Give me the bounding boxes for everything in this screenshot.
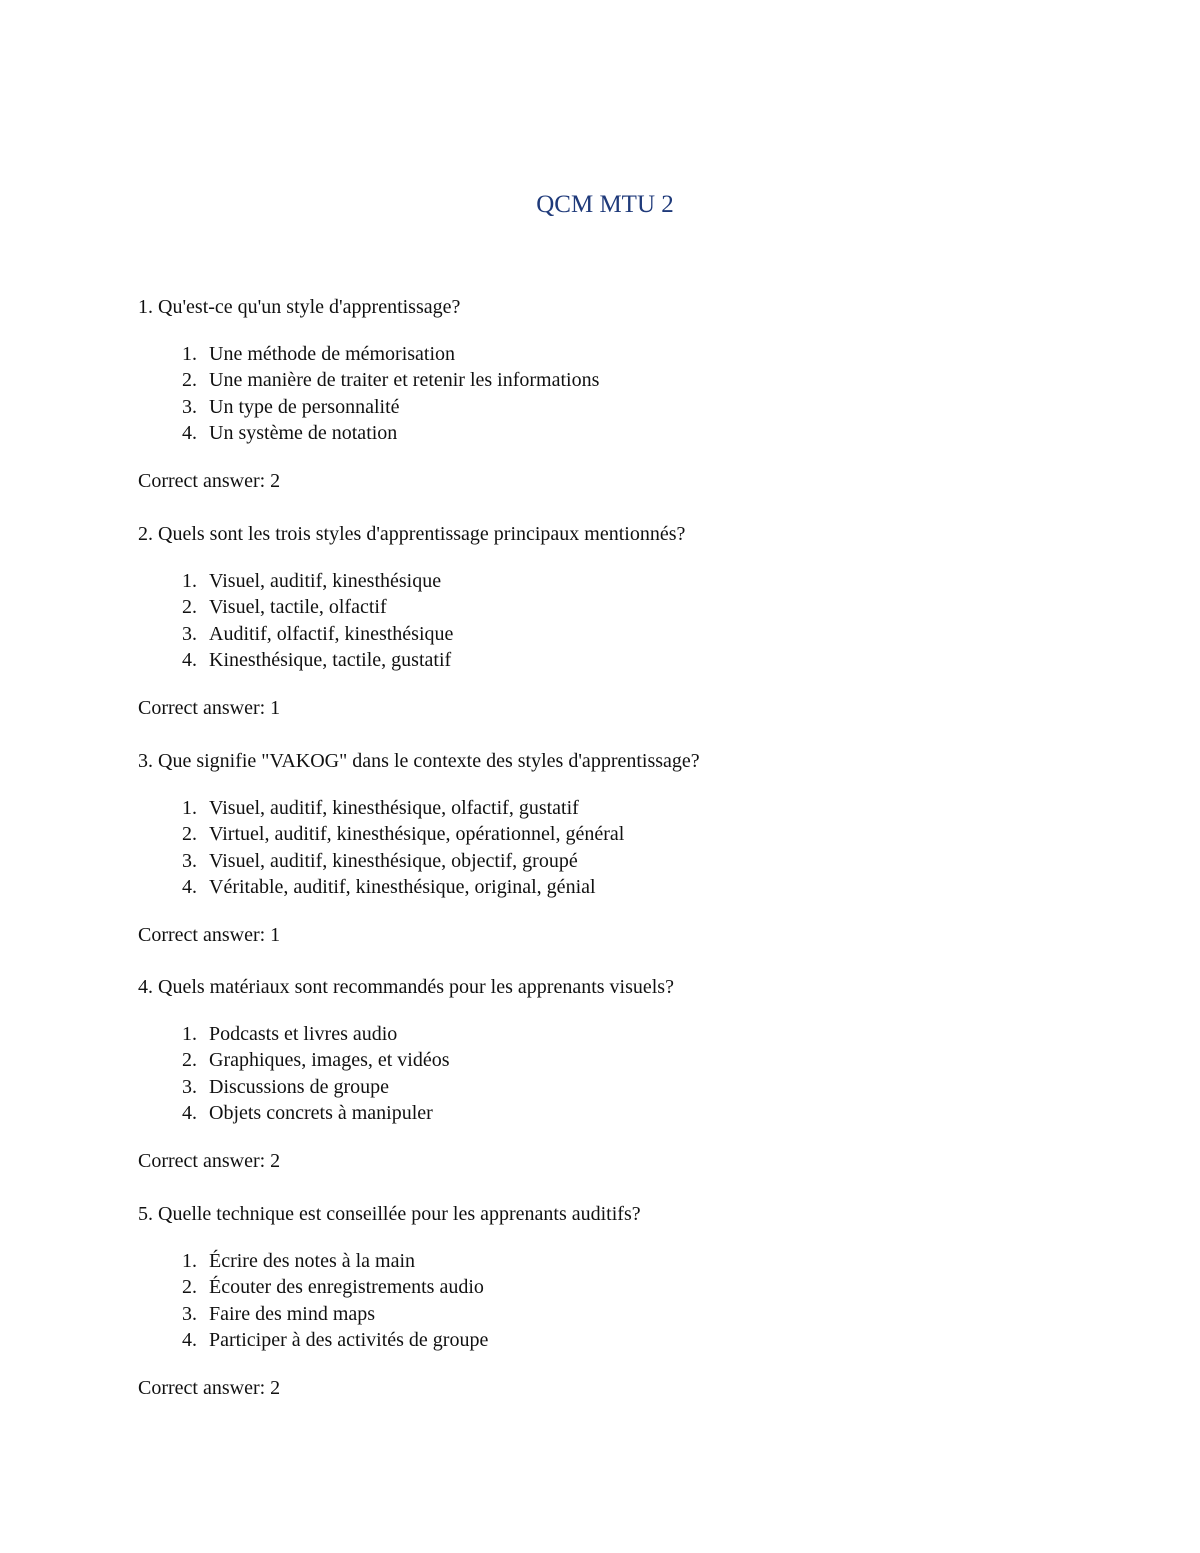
option-text: Visuel, tactile, olfactif — [209, 596, 387, 619]
option-text: Graphiques, images, et vidéos — [209, 1049, 450, 1072]
correct-answer: Correct answer: 1 — [138, 924, 281, 947]
option-item — [182, 420, 1098, 446]
option-item — [182, 1047, 1098, 1073]
option-item — [182, 1074, 1098, 1100]
options-list — [138, 795, 1098, 900]
option-text: Podcasts et livres audio — [209, 1023, 398, 1045]
question-text: 4. Quels matériaux sont recommandés pour les apprenants visuels? — [138, 976, 674, 998]
option-text: Écrire des notes à la main — [209, 1250, 416, 1272]
option-number: 2. — [182, 823, 197, 846]
option-text: Un type de personnalité — [209, 395, 400, 418]
option-number: 2. — [182, 596, 197, 619]
option-text: Objets concrets à manipuler — [209, 1101, 433, 1124]
option-item — [182, 341, 1098, 367]
option-number: 1. — [182, 570, 197, 592]
option-item — [182, 874, 1098, 900]
option-text: Une manière de traiter et retenir les informations — [209, 369, 600, 392]
correct-answer: Correct answer: 2 — [138, 1377, 281, 1400]
option-item — [182, 1248, 1098, 1274]
option-text: Participer à des activités de groupe — [209, 1328, 489, 1351]
option-number: 4. — [182, 648, 197, 671]
option-text: Visuel, auditif, kinesthésique, objectif, groupé — [209, 849, 578, 872]
option-text: Une méthode de mémorisation — [209, 343, 456, 365]
question-text: 3. Que signifie "VAKOG" dans le contexte des styles d'apprentissage? — [138, 750, 700, 772]
option-number: 1. — [182, 1023, 197, 1045]
option-number: 3. — [182, 622, 197, 645]
option-item — [182, 394, 1098, 420]
option-item — [182, 795, 1098, 821]
question-text: 1. Qu'est-ce qu'un style d'apprentissage? — [138, 296, 461, 318]
option-number: 1. — [182, 1250, 197, 1272]
correct-answer: Correct answer: 2 — [138, 1150, 281, 1173]
question-text: 2. Quels sont les trois styles d'apprentissage principaux mentionnés? — [138, 523, 686, 545]
options-list — [138, 1248, 1098, 1353]
options-list — [138, 1021, 1098, 1126]
option-item — [182, 1100, 1098, 1126]
option-item — [182, 848, 1098, 874]
option-text: Écouter des enregistrements audio — [209, 1276, 484, 1299]
option-item — [182, 1021, 1098, 1047]
option-text: Visuel, auditif, kinesthésique, olfactif, gustatif — [209, 797, 579, 819]
option-number: 1. — [182, 797, 197, 819]
question-block-1 — [138, 293, 1098, 495]
question-text: 5. Quelle technique est conseillée pour les apprenants auditifs? — [138, 1203, 641, 1225]
options-list — [138, 341, 1098, 446]
option-text: Faire des mind maps — [209, 1302, 376, 1325]
option-text: Discussions de groupe — [209, 1075, 389, 1098]
option-item — [182, 1327, 1098, 1353]
option-item — [182, 568, 1098, 594]
question-block-5 — [138, 1200, 1098, 1402]
option-number: 4. — [182, 1328, 197, 1351]
option-number: 3. — [182, 1075, 197, 1098]
option-item — [182, 1301, 1098, 1327]
question-block-4 — [138, 973, 1098, 1175]
question-block-2 — [138, 520, 1098, 722]
option-item — [182, 367, 1098, 393]
option-number: 3. — [182, 395, 197, 418]
option-number: 3. — [182, 1302, 197, 1325]
option-number: 4. — [182, 875, 197, 898]
options-list — [138, 568, 1098, 673]
document-title: QCM MTU 2 — [536, 191, 674, 218]
option-number: 3. — [182, 849, 197, 872]
option-text: Visuel, auditif, kinesthésique — [209, 570, 442, 592]
option-item — [182, 1274, 1098, 1300]
option-number: 4. — [182, 1101, 197, 1124]
option-number: 1. — [182, 343, 197, 365]
option-number: 4. — [182, 421, 197, 444]
option-text: Virtuel, auditif, kinesthésique, opérationnel, général — [209, 823, 625, 846]
option-item — [182, 821, 1098, 847]
correct-answer: Correct answer: 2 — [138, 470, 281, 493]
option-text: Kinesthésique, tactile, gustatif — [209, 648, 452, 671]
option-item — [182, 621, 1098, 647]
option-item — [182, 594, 1098, 620]
correct-answer: Correct answer: 1 — [138, 697, 281, 720]
option-number: 2. — [182, 1049, 197, 1072]
option-number: 2. — [182, 1276, 197, 1299]
option-text: Véritable, auditif, kinesthésique, original, génial — [209, 875, 596, 898]
option-item — [182, 647, 1098, 673]
option-text: Un système de notation — [209, 421, 398, 444]
question-block-3 — [138, 747, 1098, 949]
option-text: Auditif, olfactif, kinesthésique — [209, 622, 454, 645]
option-number: 2. — [182, 369, 197, 392]
